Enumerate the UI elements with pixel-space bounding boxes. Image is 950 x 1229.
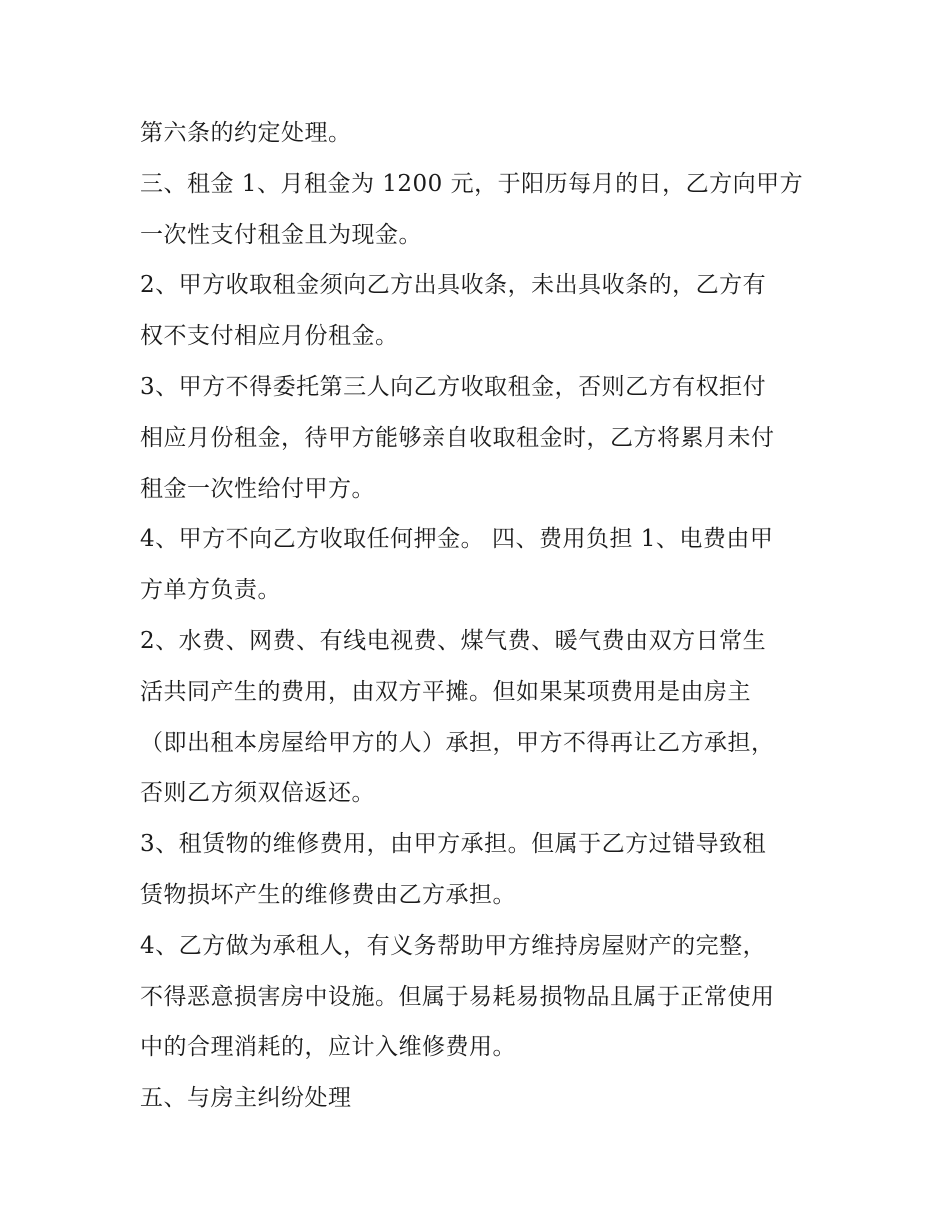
- text-line: 相应月份租金，待甲方能够亲自收取租金时，乙方将累月未付: [140, 424, 775, 451]
- text-line: 赁物损坏产生的维修费由乙方承担。: [140, 881, 516, 908]
- text-line: 活共同产生的费用，由双方平摊。但如果某项费用是由房主: [140, 678, 751, 705]
- text-line: （即出租本房屋给甲方的人）承担，甲方不得再让乙方承担，: [140, 729, 775, 756]
- text-line: 4、乙方做为承租人，有义务帮助甲方维持房屋财产的完整，: [140, 932, 767, 959]
- text-line: 三、租金 1、月租金为 1200 元，于阳历每月的日，乙方向甲方: [140, 170, 804, 197]
- text-line: 3、甲方不得委托第三人向乙方收取租金，否则乙方有权拒付: [140, 373, 767, 400]
- text-line: 3、租赁物的维修费用，由甲方承担。但属于乙方过错导致租: [140, 831, 767, 858]
- text-line: 4、甲方不向乙方收取任何押金。 四、费用负担 1、电费由甲: [140, 526, 774, 553]
- text-line: 五、与房主纠纷处理: [140, 1085, 352, 1112]
- text-line: 租金一次性给付甲方。: [140, 475, 375, 502]
- document-body: [140, 108, 820, 1124]
- text-line: 权不支付相应月份租金。: [140, 323, 399, 350]
- text-line: 第六条的约定处理。: [140, 120, 352, 146]
- text-line: 不得恶意损害房中设施。但属于易耗易损物品且属于正常使用: [140, 983, 775, 1010]
- text-line: 2、水费、网费、有线电视费、煤气费、暖气费由双方日常生: [140, 627, 767, 654]
- text-line: 2、甲方收取租金须向乙方出具收条，未出具收条的，乙方有: [140, 272, 767, 299]
- text-line: 中的合理消耗的，应计入维修费用。: [140, 1034, 516, 1061]
- text-line: 否则乙方须双倍返还。: [140, 780, 375, 807]
- text-line: 一次性支付租金且为现金。: [140, 221, 422, 248]
- text-line: 方单方负责。: [140, 577, 281, 604]
